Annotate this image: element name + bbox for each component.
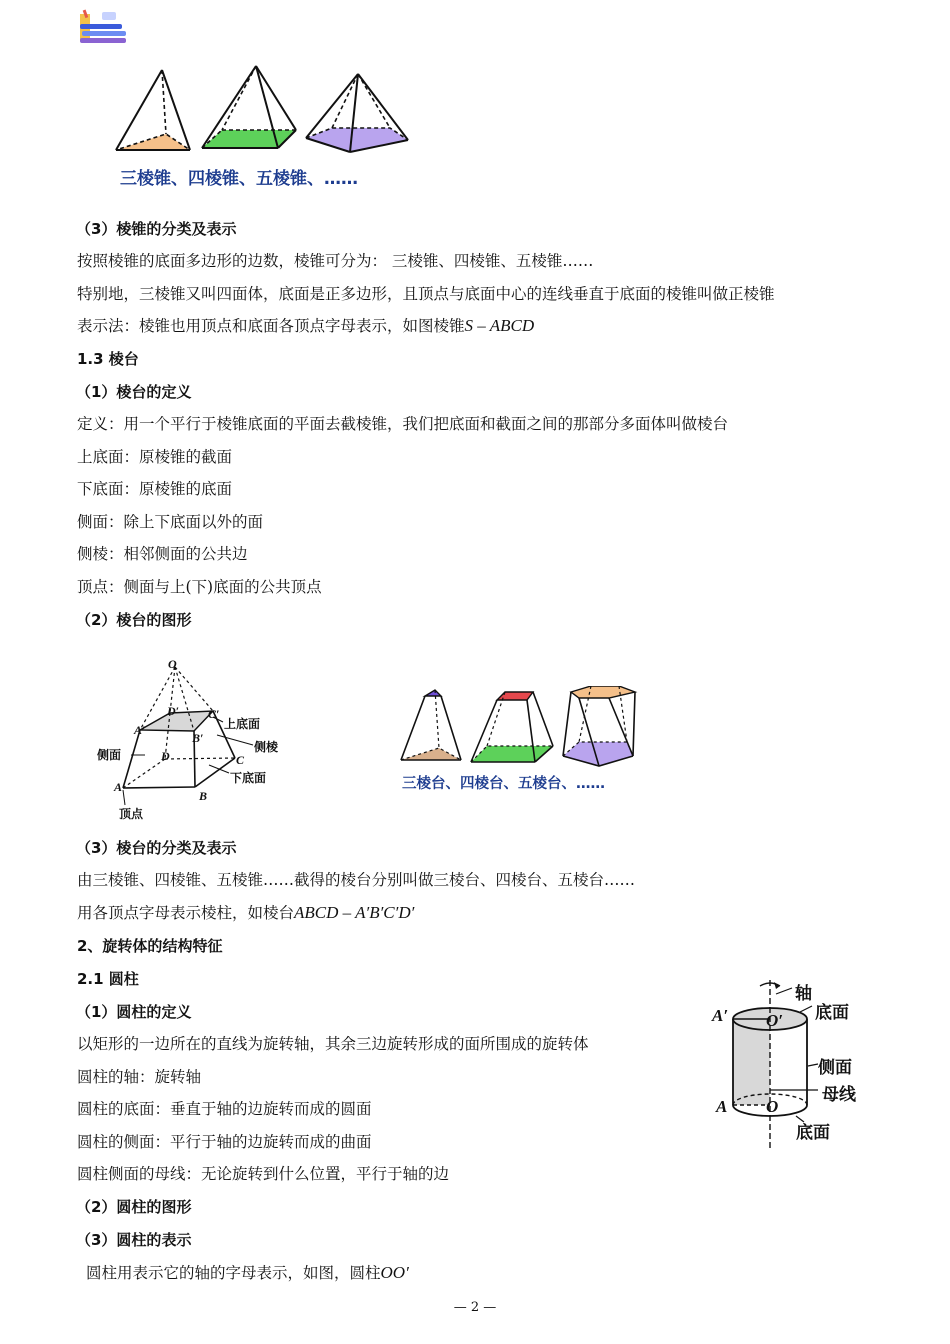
cyl-label-axis: 轴	[795, 984, 812, 1004]
cylinder-definition-heading: （1）圆柱的定义	[76, 1003, 192, 1021]
cyl-label-bottom-base: 底面	[796, 1123, 830, 1143]
cyl-label-A-prime: A′	[712, 1006, 729, 1025]
label-B-prime: B′	[192, 731, 204, 745]
text-span: 用各顶点字母表示棱柱，如棱台	[77, 904, 295, 922]
text-line: 侧面：除上下底面以外的面	[77, 513, 264, 531]
text-span: 圆柱用表示它的轴的字母表示，如图，圆柱	[86, 1264, 381, 1282]
text-line: 由三棱锥、四棱锥、五棱锥……截得的棱台分别叫做三棱台、四棱台、五棱台……	[77, 871, 636, 889]
text-line: 圆柱的轴：旋转轴	[77, 1068, 202, 1086]
math-expression: OO′	[380, 1263, 409, 1282]
text-line: 上底面：原棱锥的截面	[77, 448, 233, 466]
pyramid-classification-heading: （3）棱锥的分类及表示	[76, 220, 237, 238]
text-line: 以矩形的一边所在的直线为旋转轴，其余三边旋转形成的面所围成的旋转体	[77, 1035, 589, 1053]
text-line: 圆柱的底面：垂直于轴的边旋转而成的圆面	[77, 1100, 372, 1118]
cylinder-figure-heading: （2）圆柱的图形	[76, 1198, 192, 1216]
cyl-label-O: O	[766, 1097, 779, 1116]
text-line: 下底面：原棱锥的底面	[77, 480, 233, 498]
label-C: C	[236, 753, 245, 767]
label-lateral-face: 侧面	[97, 748, 122, 762]
frustum-classification-heading: （3）棱台的分类及表示	[76, 839, 237, 857]
math-expression: S – ABCD	[464, 316, 535, 335]
pyramids-caption: 三棱锥、四棱锥、五棱锥、……	[120, 169, 358, 189]
cyl-label-A: A	[716, 1097, 728, 1116]
text-line	[86, 1262, 409, 1284]
label-D: D	[161, 749, 170, 763]
cyl-label-lateral-face: 侧面	[818, 1058, 852, 1078]
text-line: 定义：用一个平行于棱锥底面的平面去截棱锥，我们把底面和截面之间的那部分多面体叫做棱台	[77, 415, 729, 433]
text-line: 特别地，三棱锥又叫四面体，底面是正多边形，且顶点与底面中心的连线垂直于底面的棱锥叫做正棱锥	[77, 285, 775, 303]
text-line: 顶点：侧面与上(下)底面的公共顶点	[77, 578, 322, 596]
label-O: O	[168, 657, 177, 671]
label-A-prime: A′	[134, 723, 146, 737]
text-line: 圆柱的侧面：平行于轴的边旋转而成的曲面	[77, 1133, 372, 1151]
cylinder-representation-heading: （3）圆柱的表示	[76, 1231, 192, 1249]
text-line	[77, 902, 414, 924]
label-lateral-edge: 侧棱	[254, 740, 279, 754]
label-B: B	[199, 789, 208, 803]
label-top-base: 上底面	[224, 717, 261, 731]
frustums-figure	[395, 686, 645, 768]
frustum-definition-heading: （1）棱台的定义	[76, 383, 192, 401]
text-line	[77, 315, 534, 337]
math-expression: ABCD – A′B′C′D′	[294, 903, 415, 922]
cyl-label-generatrix: 母线	[822, 1085, 856, 1105]
rotational-bodies-heading: 2、旋转体的结构特征	[77, 937, 223, 955]
books-logo-icon	[78, 6, 130, 50]
frustum-heading: 1.3 棱台	[77, 350, 139, 368]
text-line: 按照棱锥的底面多边形的边数，棱锥可分为： 三棱锥、四棱锥、五棱锥……	[77, 252, 594, 270]
text-line: 圆柱侧面的母线：无论旋转到什么位置，平行于轴的边	[77, 1165, 450, 1183]
frustum-figure-heading: （2）棱台的图形	[76, 611, 192, 629]
label-vertex: 顶点	[119, 807, 144, 821]
text-span: 表示法：棱锥也用顶点和底面各顶点字母表示，如图棱锥	[77, 317, 465, 335]
text-line: 侧棱：相邻侧面的公共边	[77, 545, 248, 563]
cylinder-heading: 2.1 圆柱	[77, 970, 139, 988]
cyl-label-O-prime: O′	[766, 1011, 784, 1030]
label-A: A	[114, 780, 123, 794]
pyramids-figure	[110, 62, 420, 157]
frustums-caption: 三棱台、四棱台、五棱台、……	[402, 776, 605, 792]
page-number: — 2 —	[453, 1300, 497, 1315]
label-C-prime: C′	[208, 707, 220, 721]
cylinder-figure	[700, 972, 880, 1157]
cyl-label-top-base: 底面	[815, 1003, 849, 1023]
label-D-prime: D′	[167, 704, 180, 718]
label-bottom-base: 下底面	[230, 771, 267, 785]
